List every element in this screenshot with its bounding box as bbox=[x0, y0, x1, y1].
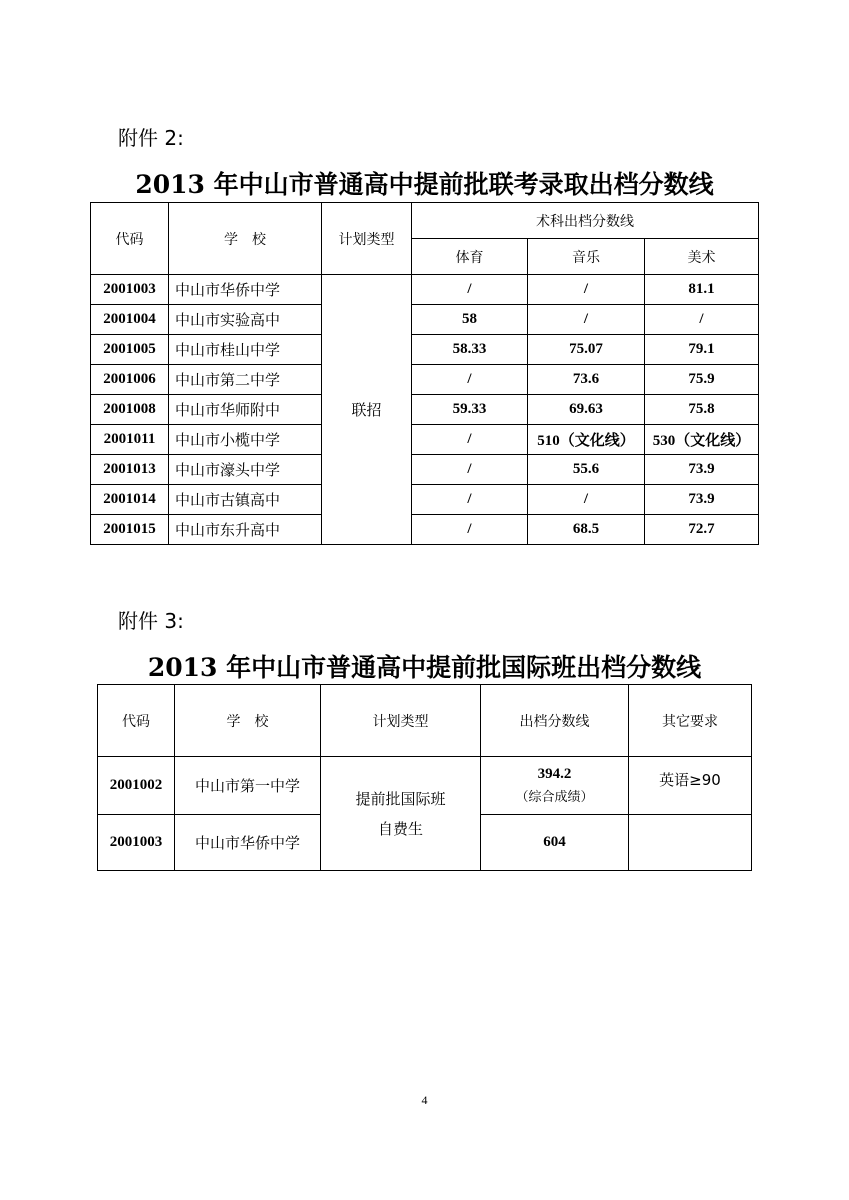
pe-score: / bbox=[412, 365, 528, 395]
music-score: 510（文化线） bbox=[528, 425, 645, 455]
school-name: 中山市古镇高中 bbox=[169, 485, 322, 515]
school-code: 2001005 bbox=[91, 335, 169, 365]
pe-score: / bbox=[412, 515, 528, 545]
school-name: 中山市第一中学 bbox=[175, 757, 321, 815]
annex3-label: 附件 3: bbox=[118, 609, 184, 633]
plan-type-line2: 自费生 bbox=[377, 819, 423, 838]
plan-type-cell: 联招 bbox=[322, 275, 412, 545]
music-score: 73.6 bbox=[528, 365, 645, 395]
plan-type-cell bbox=[321, 757, 481, 871]
table-row bbox=[91, 515, 759, 545]
school-name: 中山市华师附中 bbox=[169, 395, 322, 425]
music-score: 75.07 bbox=[528, 335, 645, 365]
header-code: 代码 bbox=[91, 203, 169, 275]
school-code: 2001004 bbox=[91, 305, 169, 335]
school-code: 2001003 bbox=[98, 815, 175, 871]
school-name: 中山市东升高中 bbox=[169, 515, 322, 545]
pe-score: / bbox=[412, 485, 528, 515]
table-row bbox=[91, 395, 759, 425]
school-name: 中山市华侨中学 bbox=[175, 815, 321, 871]
header-pe: 体育 bbox=[412, 239, 528, 275]
school-code: 2001014 bbox=[91, 485, 169, 515]
pe-score: 58.33 bbox=[412, 335, 528, 365]
art-score: 75.8 bbox=[645, 395, 759, 425]
header-art-scores: 术科出档分数线 bbox=[412, 203, 759, 239]
music-score: / bbox=[528, 485, 645, 515]
plan-type-line1: 提前批国际班 bbox=[355, 789, 446, 808]
school-name: 中山市桂山中学 bbox=[169, 335, 322, 365]
art-score: 81.1 bbox=[645, 275, 759, 305]
school-code: 2001015 bbox=[91, 515, 169, 545]
art-score: 530（文化线） bbox=[645, 425, 759, 455]
annex2-table bbox=[90, 202, 759, 545]
pe-score: 58 bbox=[412, 305, 528, 335]
table-row bbox=[91, 335, 759, 365]
table-row bbox=[91, 485, 759, 515]
school-name: 中山市华侨中学 bbox=[169, 275, 322, 305]
school-name: 中山市濠头中学 bbox=[169, 455, 322, 485]
school-code: 2001008 bbox=[91, 395, 169, 425]
art-score: 73.9 bbox=[645, 485, 759, 515]
table-row bbox=[91, 275, 759, 305]
header-plan-type: 计划类型 bbox=[322, 203, 412, 275]
header-code: 代码 bbox=[98, 685, 175, 757]
table-row bbox=[98, 757, 752, 815]
school-name: 中山市实验高中 bbox=[169, 305, 322, 335]
art-score: 73.9 bbox=[645, 455, 759, 485]
header-school: 学 校 bbox=[169, 203, 322, 275]
pe-score: / bbox=[412, 275, 528, 305]
header-school: 学 校 bbox=[175, 685, 321, 757]
pe-score: / bbox=[412, 425, 528, 455]
art-score: 72.7 bbox=[645, 515, 759, 545]
header-score-line: 出档分数线 bbox=[481, 685, 629, 757]
score-value: 604 bbox=[481, 815, 629, 871]
score-cell bbox=[481, 757, 629, 815]
annex3-table bbox=[97, 684, 752, 871]
music-score: / bbox=[528, 305, 645, 335]
school-name: 中山市第二中学 bbox=[169, 365, 322, 395]
music-score: / bbox=[528, 275, 645, 305]
header-plan-type: 计划类型 bbox=[321, 685, 481, 757]
music-score: 68.5 bbox=[528, 515, 645, 545]
art-score: 75.9 bbox=[645, 365, 759, 395]
music-score: 69.63 bbox=[528, 395, 645, 425]
header-art: 美术 bbox=[645, 239, 759, 275]
table-row bbox=[91, 305, 759, 335]
score-value: 394.2 bbox=[537, 765, 572, 782]
music-score: 55.6 bbox=[528, 455, 645, 485]
school-code: 2001011 bbox=[91, 425, 169, 455]
art-score: / bbox=[645, 305, 759, 335]
annex3-title: 2013 年中山市普通高中提前批国际班出档分数线 bbox=[147, 653, 702, 682]
table-row bbox=[91, 455, 759, 485]
school-code: 2001013 bbox=[91, 455, 169, 485]
page-number: 4 bbox=[421, 1093, 428, 1107]
art-score: 79.1 bbox=[645, 335, 759, 365]
pe-score: / bbox=[412, 455, 528, 485]
other-requirement bbox=[629, 815, 752, 871]
school-name: 中山市小榄中学 bbox=[169, 425, 322, 455]
table-row bbox=[91, 425, 759, 455]
header-other-requirements: 其它要求 bbox=[629, 685, 752, 757]
score-note: （综合成绩） bbox=[515, 789, 594, 805]
school-code: 2001006 bbox=[91, 365, 169, 395]
pe-score: 59.33 bbox=[412, 395, 528, 425]
annex2-label: 附件 2: bbox=[118, 126, 184, 150]
other-requirement: 英语≥90 bbox=[629, 757, 752, 815]
school-code: 2001002 bbox=[98, 757, 175, 815]
school-code: 2001003 bbox=[91, 275, 169, 305]
header-music: 音乐 bbox=[528, 239, 645, 275]
annex2-title: 2013 年中山市普通高中提前批联考录取出档分数线 bbox=[135, 170, 714, 199]
table-row bbox=[91, 365, 759, 395]
